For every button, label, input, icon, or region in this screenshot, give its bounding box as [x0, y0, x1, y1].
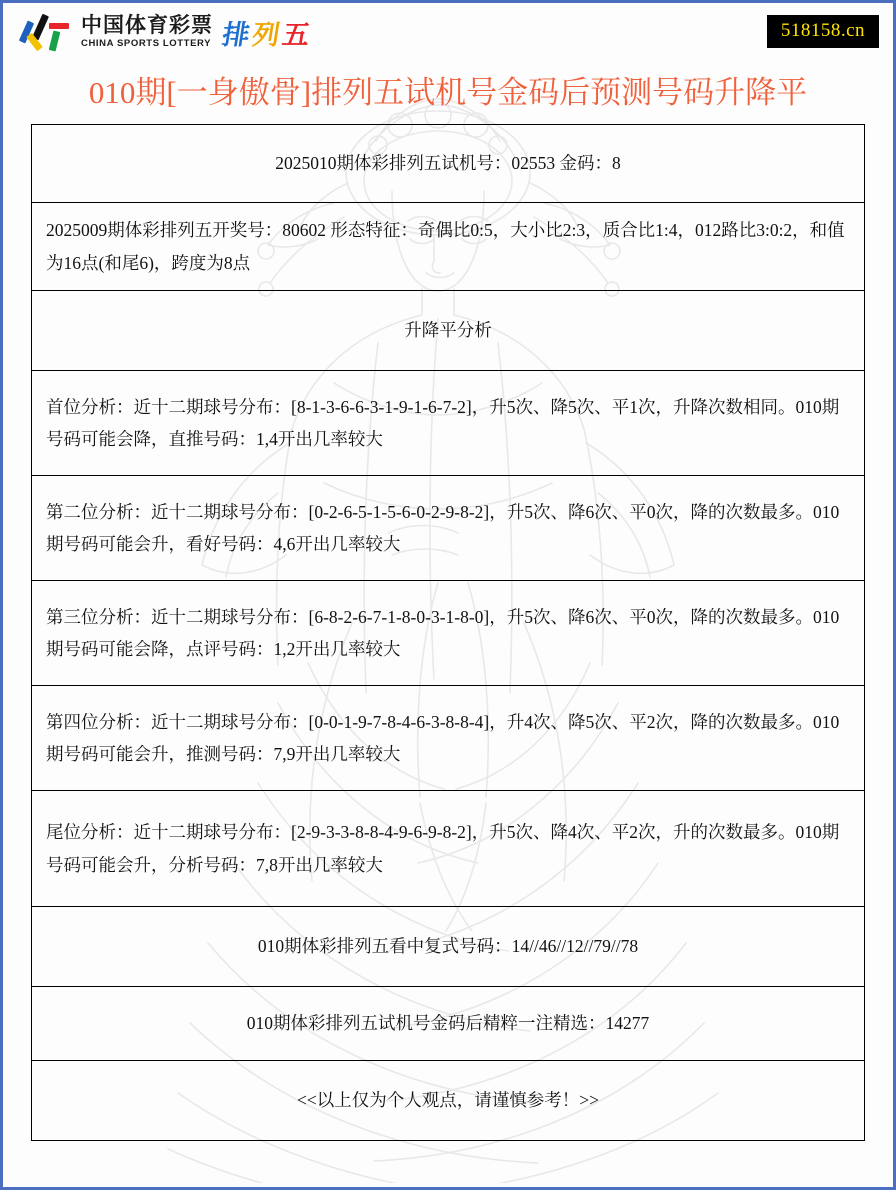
row-position-4: 第四位分析：近十二期球号分布：[0-0-1-9-7-8-4-6-3-8-8-4]，升4次、降5次、平2次，降的次数最多。010期号码可能会升，推测号码：7,9开出几率较大 [32, 686, 865, 791]
row-disclaimer: <<以上仅为个人观点，请谨慎参考！>> [32, 1061, 865, 1141]
table-row [32, 203, 865, 291]
analysis-table-wrap [31, 124, 865, 1141]
table-row [32, 371, 865, 476]
logo-chinese-name: 中国体育彩票 [81, 14, 213, 38]
table-row [32, 476, 865, 581]
row-position-1: 首位分析：近十二期球号分布：[8-1-3-6-6-3-1-9-1-6-7-2]，升5次、降5次、平1次，升降次数相同。010期号码可能会降，直推号码：1,4开出几率较大 [32, 371, 865, 476]
game-name-wordmark [219, 13, 309, 52]
logo-wordmark [81, 15, 213, 49]
row-position-2: 第二位分析：近十二期球号分布：[0-2-6-5-1-5-6-0-2-9-8-2]，升5次、降6次、平0次，降的次数最多。010期号码可能会升，看好号码：4,6开出几率较大 [32, 476, 865, 581]
site-watermark-badge: 518158.cn [767, 15, 879, 48]
sports-lottery-logo [21, 11, 309, 53]
row-position-5: 尾位分析：近十二期球号分布：[2-9-3-3-8-8-4-9-6-9-8-2]，升5次、降4次、平2次，升的次数最多。010期号码可能会升，分析号码：7,8开出几率较大 [32, 791, 865, 907]
analysis-table [31, 124, 865, 1141]
game-name-char-2: 列 [250, 19, 281, 50]
table-row [32, 1061, 865, 1141]
row-single-pick: 010期体彩排列五试机号金码后精粹一注精选：14277 [32, 987, 865, 1061]
table-row [32, 791, 865, 907]
row-compound-pick: 010期体彩排列五看中复式号码：14//46//12//79//78 [32, 907, 865, 987]
game-name-char-1: 排 [220, 19, 251, 50]
table-row [32, 987, 865, 1061]
row-section-heading: 升降平分析 [32, 291, 865, 371]
page-title: 010期[一身傲骨]排列五试机号金码后预测号码升降平 [88, 75, 808, 110]
logo-english-name: CHINA SPORTS LOTTERY [81, 38, 212, 50]
analysis-table-body [32, 125, 865, 1141]
row-previous-draw: 2025009期体彩排列五开奖号：80602 形态特征：奇偶比0:5，大小比2:3，质合比1:4，012路比3:0:2，和值为16点(和尾6)，跨度为8点 [32, 203, 865, 291]
table-row [32, 686, 865, 791]
table-row [32, 291, 865, 371]
table-row [32, 581, 865, 686]
game-name-char-3: 五 [280, 19, 311, 50]
row-trial-number: 2025010期体彩排列五试机号：02553 金码：8 [32, 125, 865, 203]
table-row [32, 907, 865, 987]
page-header [3, 3, 893, 65]
lottery-mark-icon [21, 11, 75, 53]
table-row [32, 125, 865, 203]
row-position-3: 第三位分析：近十二期球号分布：[6-8-2-6-7-1-8-0-3-1-8-0]，升5次、降6次、平0次，降的次数最多。010期号码可能会降，点评号码：1,2开出几率较大 [32, 581, 865, 686]
